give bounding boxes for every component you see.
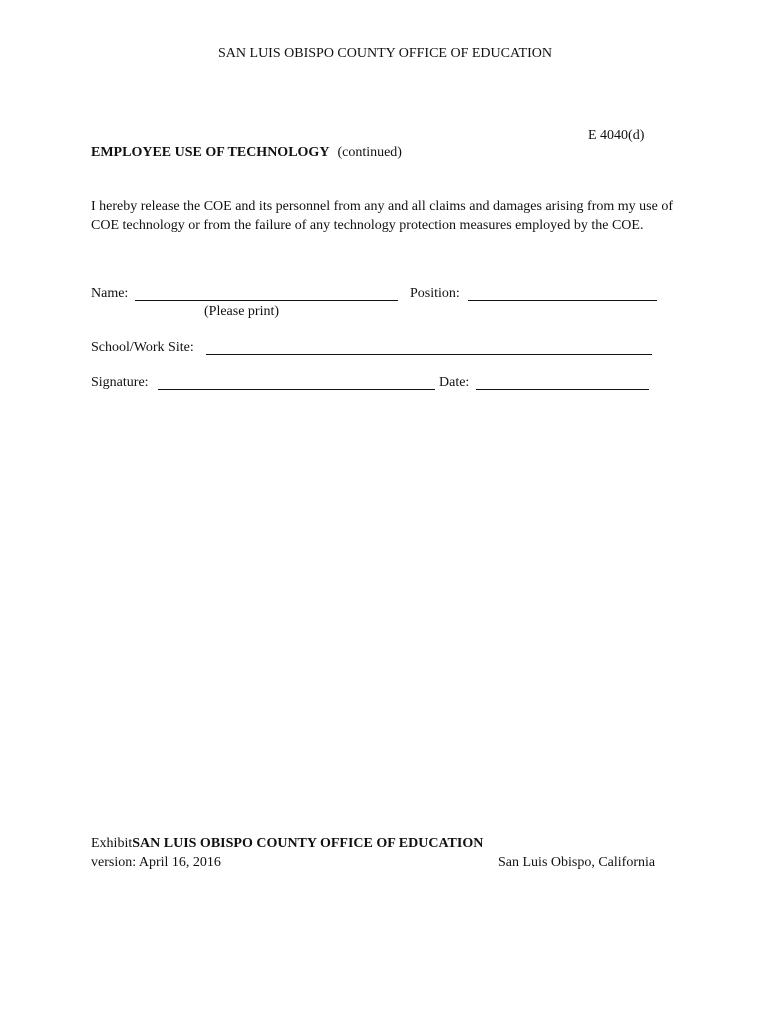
name-hint: (Please print) (204, 304, 280, 319)
footer-version: version: April 16, 2016 (91, 855, 221, 870)
name-label: Name: (91, 286, 129, 301)
release-statement: I hereby release the COE and its personnel from any and all claims and damages arising from my use of COE technology or from the failure of any technology protection measures employed by the COE. (91, 199, 673, 233)
signature-field[interactable] (158, 389, 435, 390)
site-label: School/Work Site: (91, 340, 194, 355)
document-title (91, 145, 402, 161)
signature-label: Signature: (91, 375, 149, 390)
position-field[interactable] (468, 300, 657, 301)
site-field[interactable] (206, 354, 652, 355)
footer-organization: SAN LUIS OBISPO COUNTY OFFICE OF EDUCATION (132, 836, 484, 851)
title-main: EMPLOYEE USE OF TECHNOLOGY (91, 145, 330, 160)
form-code: E 4040(d) (588, 128, 645, 143)
date-field[interactable] (476, 389, 649, 390)
footer-exhibit-prefix: Exhibit (91, 836, 133, 851)
title-suffix: (continued) (337, 145, 402, 160)
position-label: Position: (410, 286, 460, 301)
date-label: Date: (439, 375, 470, 390)
footer-location: San Luis Obispo, California (498, 855, 656, 870)
name-field[interactable] (135, 300, 398, 301)
header-organization: SAN LUIS OBISPO COUNTY OFFICE OF EDUCATION (218, 46, 552, 61)
footer-exhibit (91, 836, 483, 852)
